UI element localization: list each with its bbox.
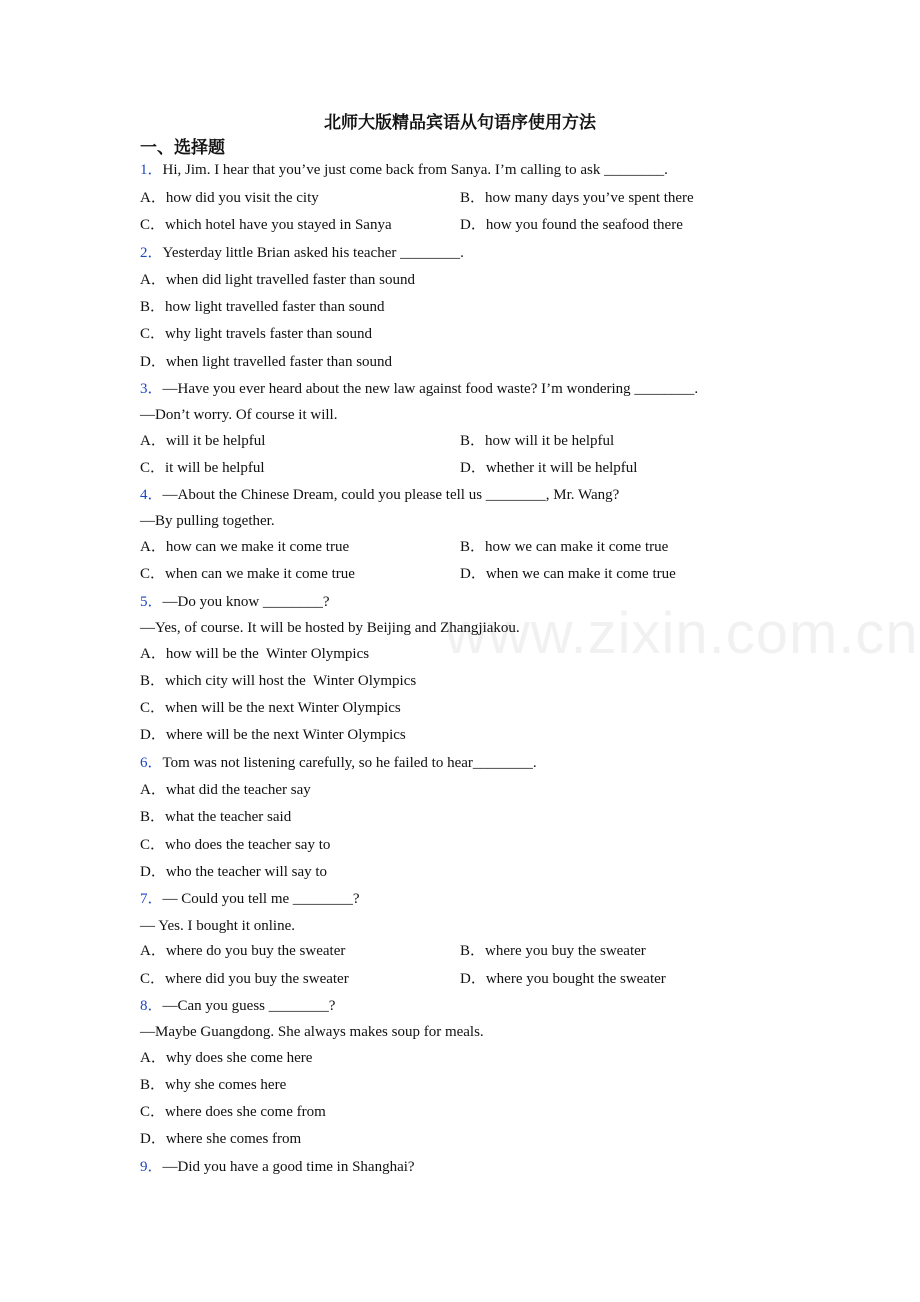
option-label: D． <box>140 864 166 880</box>
answer-option <box>140 431 265 451</box>
option-text: how will it be helpful <box>485 433 615 449</box>
question-stem-line <box>140 485 619 505</box>
option-label: B． <box>460 539 486 555</box>
option-label: C． <box>140 700 166 716</box>
option-text: how you found the seafood there <box>485 217 683 233</box>
option-text: whether it will be helpful <box>485 460 638 476</box>
question-stem-line <box>140 243 464 263</box>
option-text: why does she come here <box>165 1050 313 1066</box>
answer-option <box>140 698 401 718</box>
option-text: when can we make it come true <box>165 566 355 582</box>
option-label: A． <box>140 1050 166 1066</box>
answer-option <box>460 431 614 451</box>
option-text: why light travels faster than sound <box>165 326 373 342</box>
option-label: B． <box>140 299 166 315</box>
question-stem-line <box>140 618 520 638</box>
option-label: A． <box>140 272 166 288</box>
option-text: which city will host the Winter Olympics <box>165 673 417 689</box>
option-label: B． <box>460 943 486 959</box>
option-text: when did light travelled faster than sound <box>165 272 415 288</box>
question-text: —Did you have a good time in Shanghai? <box>162 1159 415 1175</box>
question-number: 8． <box>140 998 163 1014</box>
option-label: D． <box>460 566 486 582</box>
question-text: Tom was not listening carefully, so he failed to hear________. <box>162 755 537 771</box>
question-text: —Maybe Guangdong. She always makes soup for meals. <box>140 1024 484 1040</box>
question-stem-line <box>140 379 698 399</box>
question-text: —Yes, of course. It will be hosted by Beijing and Zhangjiakou. <box>140 620 520 636</box>
option-label: D． <box>140 1131 166 1147</box>
answer-option <box>460 188 694 208</box>
option-text: why she comes here <box>165 1077 287 1093</box>
question-number: 5． <box>140 594 163 610</box>
page-title: 北师大版精品宾语从句语序使用方法 <box>324 113 596 132</box>
option-label: C． <box>140 971 166 987</box>
question-text: —By pulling together. <box>140 513 275 529</box>
question-text: — Yes. I bought it online. <box>140 918 296 934</box>
section-title: 一、选择题 <box>140 138 225 157</box>
question-text: —Can you guess ________? <box>162 998 336 1014</box>
answer-option <box>140 807 291 827</box>
question-number: 9． <box>140 1159 163 1175</box>
option-text: how can we make it come true <box>165 539 350 555</box>
answer-option <box>140 324 372 344</box>
option-text: where you buy the sweater <box>485 943 646 959</box>
watermark: www.zixin.com.cn <box>445 601 919 666</box>
answer-option <box>140 862 327 882</box>
question-text: —About the Chinese Dream, could you please tell us ________, Mr. Wang? <box>162 487 620 503</box>
question-text: Yesterday little Brian asked his teacher ________. <box>162 245 464 261</box>
answer-option <box>140 1048 312 1068</box>
option-label: D． <box>460 460 486 476</box>
option-text: where does she come from <box>165 1104 326 1120</box>
option-text: will it be helpful <box>165 433 266 449</box>
option-label: D． <box>140 727 166 743</box>
answer-option <box>460 564 676 584</box>
option-text: what the teacher said <box>165 809 292 825</box>
option-text: how did you visit the city <box>165 190 319 206</box>
answer-option <box>140 1102 326 1122</box>
question-stem-line <box>140 916 295 936</box>
option-text: what did the teacher say <box>165 782 311 798</box>
option-text: which hotel have you stayed in Sanya <box>165 217 392 233</box>
question-text: —Have you ever heard about the new law against food waste? I’m wondering ________. <box>162 381 699 397</box>
option-label: C． <box>140 1104 166 1120</box>
answer-option <box>140 537 349 557</box>
option-text: where she comes from <box>165 1131 302 1147</box>
option-text: when light travelled faster than sound <box>165 354 393 370</box>
answer-option <box>460 969 666 989</box>
question-number: 2． <box>140 245 163 261</box>
answer-option <box>140 941 345 961</box>
option-label: B． <box>140 1077 166 1093</box>
question-text: — Could you tell me ________? <box>162 891 360 907</box>
option-label: B． <box>140 673 166 689</box>
answer-option <box>140 969 349 989</box>
option-text: it will be helpful <box>165 460 265 476</box>
answer-option <box>460 215 683 235</box>
question-number: 1． <box>140 162 163 178</box>
answer-option <box>140 671 416 691</box>
question-text: —Don’t worry. Of course it will. <box>140 407 338 423</box>
answer-option <box>460 941 646 961</box>
answer-option <box>140 644 369 664</box>
option-text: how light travelled faster than sound <box>165 299 385 315</box>
option-text: how will be the Winter Olympics <box>165 646 370 662</box>
option-text: when will be the next Winter Olympics <box>165 700 401 716</box>
question-number: 3． <box>140 381 163 397</box>
question-number: 7． <box>140 891 163 907</box>
answer-option <box>140 215 392 235</box>
option-label: A． <box>140 433 166 449</box>
option-text: when we can make it come true <box>485 566 676 582</box>
option-label: B． <box>140 809 166 825</box>
option-label: C． <box>140 566 166 582</box>
answer-option <box>140 835 330 855</box>
question-stem-line <box>140 1022 484 1042</box>
option-label: A． <box>140 539 166 555</box>
question-stem-line <box>140 996 335 1016</box>
question-stem-line <box>140 405 337 425</box>
answer-option <box>140 725 406 745</box>
option-label: D． <box>460 971 486 987</box>
question-number: 4． <box>140 487 163 503</box>
option-label: A． <box>140 646 166 662</box>
option-text: where you bought the sweater <box>485 971 666 987</box>
answer-option <box>140 188 319 208</box>
answer-option <box>140 270 415 290</box>
option-text: where did you buy the sweater <box>165 971 349 987</box>
question-stem-line <box>140 160 668 180</box>
option-label: B． <box>460 433 486 449</box>
option-label: A． <box>140 190 166 206</box>
answer-option <box>140 780 311 800</box>
answer-option <box>460 458 637 478</box>
answer-option <box>460 537 668 557</box>
answer-option <box>140 352 392 372</box>
option-label: C． <box>140 837 166 853</box>
option-text: how we can make it come true <box>485 539 669 555</box>
option-text: who does the teacher say to <box>165 837 331 853</box>
option-text: where do you buy the sweater <box>165 943 346 959</box>
answer-option <box>140 458 265 478</box>
answer-option <box>140 564 355 584</box>
question-stem-line <box>140 1157 415 1177</box>
option-text: how many days you’ve spent there <box>485 190 694 206</box>
option-label: B． <box>460 190 486 206</box>
option-label: C． <box>140 217 166 233</box>
answer-option <box>140 1129 301 1149</box>
question-text: Hi, Jim. I hear that you’ve just come back from Sanya. I’m calling to ask ________. <box>162 162 668 178</box>
option-label: A． <box>140 943 166 959</box>
option-label: C． <box>140 326 166 342</box>
option-label: C． <box>140 460 166 476</box>
question-stem-line <box>140 889 360 909</box>
answer-option <box>140 1075 286 1095</box>
option-text: where will be the next Winter Olympics <box>165 727 406 743</box>
question-number: 6． <box>140 755 163 771</box>
question-stem-line <box>140 753 537 773</box>
option-label: D． <box>460 217 486 233</box>
question-stem-line <box>140 592 330 612</box>
option-text: who the teacher will say to <box>165 864 328 880</box>
answer-option <box>140 297 385 317</box>
option-label: A． <box>140 782 166 798</box>
question-stem-line <box>140 511 275 531</box>
question-text: —Do you know ________? <box>162 594 330 610</box>
option-label: D． <box>140 354 166 370</box>
